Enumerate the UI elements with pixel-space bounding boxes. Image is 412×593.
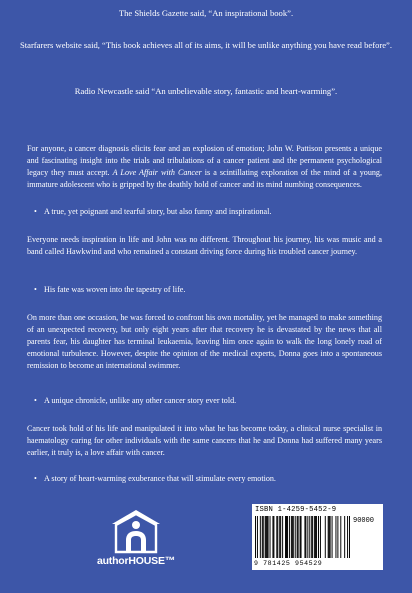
barcode-bar [340,516,341,558]
barcode-bar [268,516,269,558]
barcode-bar [286,516,287,558]
barcode-bar [273,516,274,558]
barcode-bar [292,516,293,558]
barcode-bar [276,516,277,558]
bullet-item-4 [34,473,374,485]
barcode-bar [330,516,331,558]
blurb-p1-start: For anyone, a cancer diagnosis elicits fear and an explosion of emotion; John W. Pattison presents a unique and fascinating insight into the trials and tribulations of a cancer patient and the permanent psychological legacy they must accept. [27,144,382,177]
barcode-bar [267,516,268,558]
barcode-bar [349,516,350,558]
barcode-bar [279,516,280,558]
barcode-bar [255,516,256,558]
barcode-bar [301,516,302,558]
barcode-bar [328,516,329,558]
barcode-bar [282,516,283,558]
barcode-bar [305,516,306,558]
barcode-bar [347,516,348,558]
barcode-bar [316,516,317,558]
blurb-p1-end: is a scintillating exploration of the mind of a young, immature adolescent who is gripped by the deathly hold of cancer and its mind numbing consequences. [27,168,383,189]
barcode-bar [314,516,315,558]
bullet-item-3 [34,395,374,407]
bullet-text: A true, yet poignant and tearful story, but also funny and inspirational. [44,207,272,216]
publisher-logo [96,508,176,570]
bullet-text: A story of heart-warming exuberance that will stimulate every emotion. [44,474,276,483]
review-radio-newcastle: Radio Newcastle said “An unbelievable story, fantastic and heart-warming”. [74,86,338,96]
bullet-item-1 [34,206,374,218]
barcode-bar [277,516,278,558]
barcode-bar [293,516,294,558]
barcode-bar [307,516,308,558]
barcode-bar [304,516,305,558]
barcode-bar [280,516,281,558]
book-title: A Love Affair with Cancer [112,168,202,177]
barcode-bar [337,516,338,558]
barcode-bar [311,516,312,558]
blurb-paragraph-2: Everyone needs inspiration in life and John was no different. Throughout his journey, his was music and a band called Hawkwind and who remained a constant driving force during his troubled cancer journey. [27,235,382,256]
bullet-icon: • [34,285,37,294]
ean-digits: 9 781425 954529 [254,560,323,567]
review-starfarers: Starfarers website said, “This book achieves all of its aims, it will be unlike anything you have read before”. [19,40,393,50]
barcode-bar [318,516,319,558]
barcode-bar [265,516,266,558]
blurb-paragraph-4: Cancer took hold of his life and manipulated it into what he has become today, a clinical nurse specialist in haematology caring for other individuals with the same cancers that he and Donna had suffered many years earlier, it truly is, a love affair with cancer. [27,424,382,457]
price-code: 90000 [353,517,375,525]
barcode-bar [298,516,299,558]
blurb-paragraph-1 [27,143,382,191]
barcode [255,516,350,560]
publisher-name: authorHOUSE™ [96,555,176,567]
barcode-bar [260,516,261,558]
barcode-bar [263,516,264,558]
isbn-label: ISBN 1-4259-5452-9 [255,506,337,514]
bullet-text: His fate was woven into the tapestry of life. [44,285,186,294]
barcode-bar [309,516,310,558]
barcode-bar [335,516,336,558]
barcode-bar [287,516,288,558]
barcode-bar [297,516,298,558]
barcode-bar [325,516,326,558]
barcode-bar [257,516,258,558]
barcode-bar [295,516,296,558]
barcode-bar [320,516,321,558]
barcode-bar [272,516,273,558]
barcode-bar [270,516,271,558]
barcode-bar [300,516,301,558]
barcode-bar [266,516,267,558]
barcode-bar [329,516,330,558]
barcode-bar [289,516,290,558]
barcode-bar [285,516,286,558]
barcode-bar [262,516,263,558]
bullet-icon: • [34,474,37,483]
barcode-panel [252,504,383,570]
bullet-text: A unique chronicle, unlike any other cancer story ever told. [44,396,237,405]
review-shields-gazette: The Shields Gazette said, “An inspirational book”. [118,8,294,18]
blurb-paragraph-3: On more than one occasion, he was forced to confront his own mortality, yet he managed to make something of an unexpected recovery, but only eight years after that recovery he is devastated by the news that all parents fear, his daughter has terminal leukaemia, leaving him once again to walk the long lonely road of emotional turbulence. However, despite the opinion of the medical experts, Donna goes into a spontaneous remission to become an international swimmer. [27,313,382,370]
barcode-bar [312,516,313,558]
barcode-bar [332,516,333,558]
barcode-bar [291,516,292,558]
bullet-icon: • [34,396,37,405]
bullet-icon: • [34,207,37,216]
barcode-bar [344,516,345,558]
bullet-item-2 [34,284,374,296]
authorhouse-logo-icon [110,508,162,554]
barcode-bar [315,516,316,558]
